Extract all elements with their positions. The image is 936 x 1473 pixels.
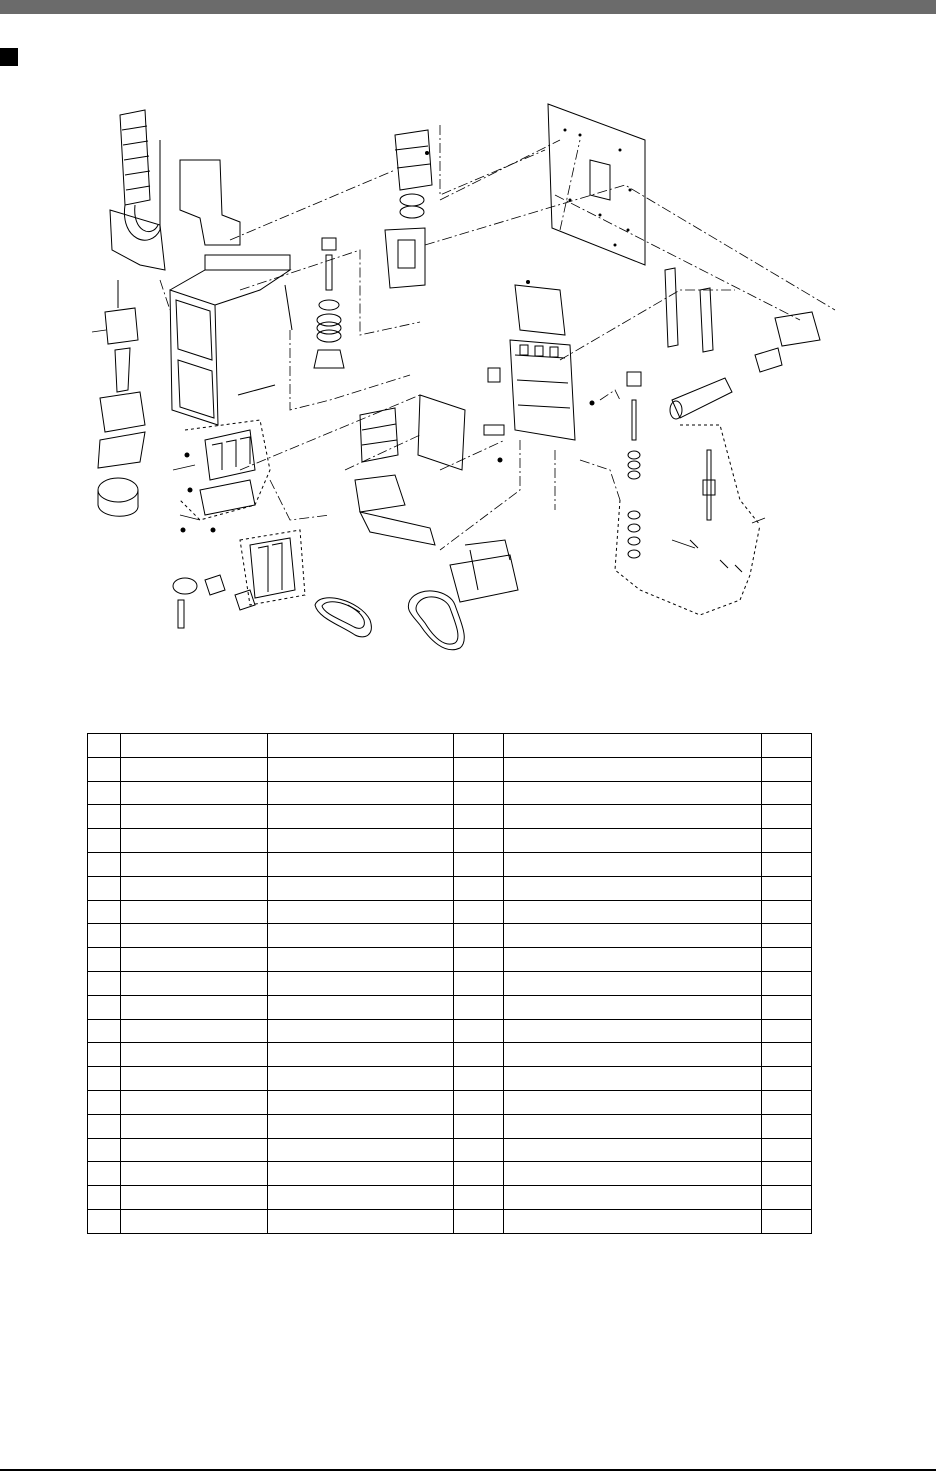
table-cell: [88, 757, 121, 781]
footer-rule: [0, 1469, 936, 1471]
table-cell: [454, 781, 504, 805]
nozzle-stack-part: [627, 372, 641, 558]
table-row: [88, 852, 812, 876]
table-cell: [88, 852, 121, 876]
rod-part: [238, 385, 275, 395]
table-cell: [88, 829, 121, 853]
table-cell: [454, 757, 504, 781]
table-cell: [504, 1067, 762, 1091]
spindle-column-part: [314, 238, 344, 368]
table-cell: [268, 1019, 454, 1043]
table-cell: [762, 1067, 812, 1091]
mount-plate-part: [418, 395, 465, 470]
guide-rail-part: [700, 288, 713, 352]
table-cell: [268, 1067, 454, 1091]
table-cell: [454, 1186, 504, 1210]
table-cell: [454, 1067, 504, 1091]
table-cell: [504, 829, 762, 853]
table-cell: [268, 1162, 454, 1186]
table-cell: [762, 876, 812, 900]
table-cell: [454, 734, 504, 758]
valve-block-part: [250, 538, 295, 598]
table-cell: [454, 1138, 504, 1162]
table-cell: [121, 1043, 268, 1067]
table-row: [88, 1114, 812, 1138]
table-cell: [454, 1114, 504, 1138]
table-cell: [504, 900, 762, 924]
table-cell: [762, 829, 812, 853]
table-cell: [762, 781, 812, 805]
table-row: [88, 781, 812, 805]
header-bar: [0, 0, 936, 14]
table-cell: [504, 924, 762, 948]
table-cell: [121, 1209, 268, 1233]
table-cell: [762, 1019, 812, 1043]
table-cell: [88, 1162, 121, 1186]
table-cell: [268, 948, 454, 972]
table-cell: [268, 1138, 454, 1162]
actuator-part: [98, 280, 145, 516]
table-cell: [504, 1114, 762, 1138]
table-row: [88, 900, 812, 924]
mount-plate-part: [360, 512, 435, 545]
table-cell: [762, 1186, 812, 1210]
table-cell: [121, 734, 268, 758]
table-row: [88, 995, 812, 1019]
table-cell: [88, 876, 121, 900]
table-cell: [504, 805, 762, 829]
table-cell: [268, 1090, 454, 1114]
table-cell: [504, 876, 762, 900]
table-cell: [88, 1138, 121, 1162]
table-cell: [504, 757, 762, 781]
table-cell: [268, 734, 454, 758]
table-cell: [762, 1162, 812, 1186]
table-row: [88, 1043, 812, 1067]
base-plate-part: [548, 104, 645, 265]
table-cell: [504, 948, 762, 972]
table-cell: [268, 781, 454, 805]
table-cell: [121, 805, 268, 829]
table-cell: [268, 900, 454, 924]
table-row: [88, 1138, 812, 1162]
table-cell: [454, 1090, 504, 1114]
table-cell: [762, 948, 812, 972]
table-cell: [88, 1043, 121, 1067]
table-cell: [88, 900, 121, 924]
table-cell: [121, 924, 268, 948]
table-cell: [121, 1138, 268, 1162]
table-cell: [454, 1043, 504, 1067]
table-cell: [504, 995, 762, 1019]
timing-belt-part: [315, 598, 371, 637]
table-row: [88, 805, 812, 829]
table-cell: [762, 995, 812, 1019]
flat-cable-part: [180, 160, 240, 245]
table-row: [88, 829, 812, 853]
table-cell: [88, 805, 121, 829]
bushing-part: [484, 425, 504, 435]
parts-table: [87, 733, 812, 1234]
table-cell: [762, 734, 812, 758]
table-cell: [762, 900, 812, 924]
table-cell: [762, 805, 812, 829]
table-cell: [88, 971, 121, 995]
table-cell: [762, 757, 812, 781]
exploded-parts-diagram: [80, 95, 840, 665]
table-cell: [762, 971, 812, 995]
table-cell: [454, 1162, 504, 1186]
table-row: [88, 1186, 812, 1210]
table-cell: [121, 1019, 268, 1043]
table-cell: [268, 1043, 454, 1067]
table-cell: [121, 1162, 268, 1186]
table-cell: [504, 781, 762, 805]
table-cell: [504, 1043, 762, 1067]
table-cell: [121, 995, 268, 1019]
table-cell: [454, 829, 504, 853]
table-row: [88, 948, 812, 972]
table-row: [88, 1019, 812, 1043]
cover-plate-part: [110, 210, 165, 270]
table-cell: [121, 781, 268, 805]
table-cell: [504, 1162, 762, 1186]
lower-motor-part: [355, 408, 405, 512]
table-cell: [88, 1090, 121, 1114]
table-cell: [504, 1090, 762, 1114]
table-cell: [88, 924, 121, 948]
table-cell: [121, 1067, 268, 1091]
table-cell: [268, 924, 454, 948]
cable-carrier-part: [120, 110, 160, 240]
table-cell: [121, 1090, 268, 1114]
table-cell: [88, 1019, 121, 1043]
table-row: [88, 1209, 812, 1233]
table-row: [88, 1067, 812, 1091]
table-cell: [762, 1090, 812, 1114]
table-cell: [504, 734, 762, 758]
table-cell: [121, 852, 268, 876]
table-cell: [268, 757, 454, 781]
upper-motor-part: [395, 130, 432, 218]
table-cell: [121, 971, 268, 995]
table-cell: [504, 1138, 762, 1162]
table-cell: [504, 1209, 762, 1233]
valve-manifold-part: [200, 430, 255, 515]
table-cell: [88, 734, 121, 758]
table-cell: [88, 995, 121, 1019]
table-cell: [762, 1114, 812, 1138]
nozzle-part: [690, 450, 742, 572]
table-cell: [762, 1043, 812, 1067]
table-cell: [454, 995, 504, 1019]
table-cell: [454, 924, 504, 948]
table-cell: [268, 876, 454, 900]
table-cell: [454, 1019, 504, 1043]
table-cell: [454, 805, 504, 829]
table-cell: [88, 1067, 121, 1091]
table-cell: [762, 1138, 812, 1162]
fitting-part: [173, 575, 255, 628]
guide-rail-part: [665, 268, 678, 347]
table-cell: [762, 924, 812, 948]
top-block-part: [515, 285, 565, 335]
table-cell: [268, 829, 454, 853]
table-cell: [268, 1186, 454, 1210]
timing-belt-part: [408, 591, 464, 650]
table-cell: [268, 805, 454, 829]
rod-part: [285, 285, 292, 330]
table-cell: [454, 852, 504, 876]
table-cell: [121, 757, 268, 781]
table-row: [88, 757, 812, 781]
table-row: [88, 734, 812, 758]
motor-bracket-part: [385, 228, 425, 288]
table-cell: [88, 781, 121, 805]
table-cell: [762, 852, 812, 876]
table-row: [88, 876, 812, 900]
head-block-part: [510, 340, 575, 440]
table-cell: [121, 1186, 268, 1210]
table-cell: [504, 852, 762, 876]
table-cell: [121, 829, 268, 853]
table-cell: [762, 1209, 812, 1233]
table-cell: [268, 995, 454, 1019]
table-cell: [268, 1114, 454, 1138]
table-cell: [454, 1209, 504, 1233]
table-cell: [88, 948, 121, 972]
table-cell: [454, 876, 504, 900]
table-cell: [504, 1019, 762, 1043]
table-row: [88, 971, 812, 995]
table-cell: [88, 1114, 121, 1138]
table-cell: [88, 1186, 121, 1210]
table-cell: [504, 971, 762, 995]
bushing-part: [488, 368, 500, 382]
table-row: [88, 1162, 812, 1186]
table-cell: [454, 948, 504, 972]
frame-part: [170, 255, 290, 425]
table-cell: [268, 971, 454, 995]
table-cell: [454, 971, 504, 995]
handle-part: [670, 348, 782, 419]
lower-bracket-part: [450, 555, 518, 602]
table-cell: [88, 1209, 121, 1233]
table-cell: [121, 900, 268, 924]
table-cell: [268, 1209, 454, 1233]
section-marker-icon: [0, 48, 18, 66]
table-row: [88, 1090, 812, 1114]
end-block-part: [775, 312, 820, 346]
table-cell: [504, 1186, 762, 1210]
table-cell: [268, 852, 454, 876]
table-cell: [454, 900, 504, 924]
table-row: [88, 924, 812, 948]
table-cell: [121, 876, 268, 900]
table-cell: [121, 948, 268, 972]
table-cell: [121, 1114, 268, 1138]
